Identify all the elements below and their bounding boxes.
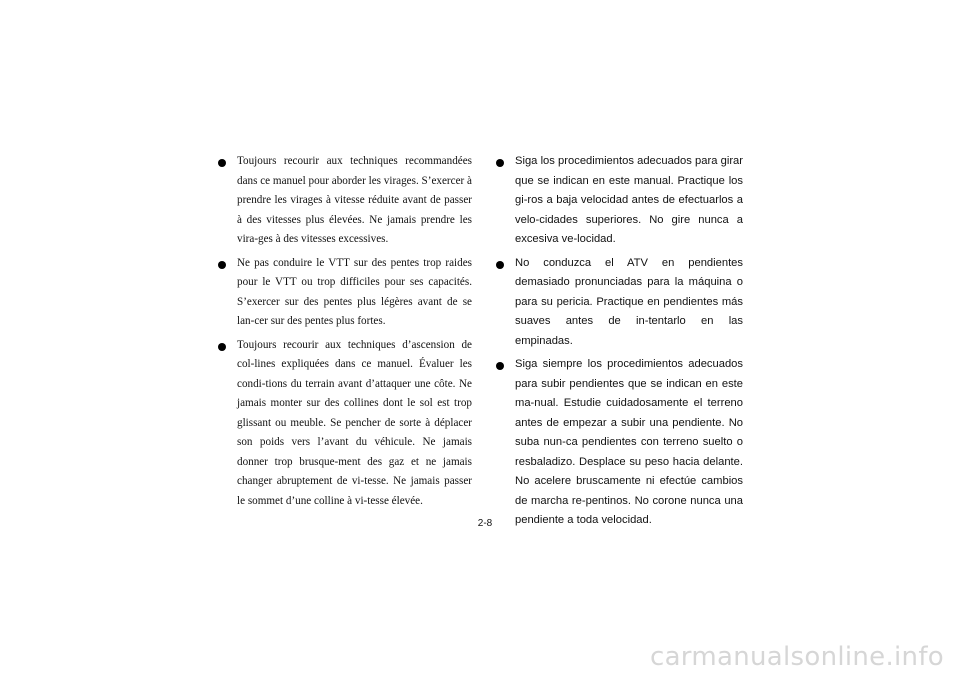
list-item-text: No conduzca el ATV en pendientes demasiado pronunciadas para la máquina o para su pericia. Practique en pendientes más suaves antes de in-tentarlo en las empinadas. xyxy=(515,256,743,347)
list-item-text: Siga los procedimientos adecuados para girar que se indican en este manual. Practique los gi-ros a baja velocidad antes de efectuarlos a velo-cidades superiores. No gire nunca a excesiva ve-locidad. xyxy=(515,155,743,245)
list-item-text: Toujours recourir aux techniques recommandées dans ce manuel pour aborder les virages. S’exercer à prendre les virages à vitesse réduite avant de passer à des vitesses plus élevées. Ne jamais prendre les vira-ges à des vitesses excessives. xyxy=(237,155,472,245)
list-item-text: Ne pas conduire le VTT sur des pentes trop raides pour le VTT ou trop difficiles pour ses capacités. S’exercer sur des pentes plus légères avant de se lan-cer sur des pentes plus fortes. xyxy=(237,256,472,327)
bullet-icon xyxy=(496,159,504,167)
french-column xyxy=(218,152,472,515)
list-item xyxy=(218,336,472,512)
bullet-icon xyxy=(496,261,504,269)
bullet-icon xyxy=(218,159,226,167)
list-item xyxy=(496,355,743,531)
page-number: 2-8 xyxy=(477,518,493,529)
spanish-column xyxy=(496,152,743,535)
list-item-text: Siga siempre los procedimientos adecuados para subir pendientes que se indican en este ma-nual. Estudie cuidadosamente el terreno antes de empezar a subir una pendiente. No suba nun-ca pendientes con terreno suelto o resbaladizo. Desplace su peso hacia delante. No acelere bruscamente ni efectúe cambios de marcha re-pentinos. No corone nunca una pendiente a toda velocidad. xyxy=(515,358,743,526)
bullet-icon xyxy=(218,343,226,351)
list-item xyxy=(496,254,743,352)
list-item-text: Toujours recourir aux techniques d’ascension de col-lines expliquées dans ce manuel. Évaluer les condi-tions du terrain avant d’attaquer une côte. Ne jamais monter sur des collines dont le sol est trop glissant ou meuble. Se pencher de sorte à déplacer son poids vers l’avant du véhicule. Ne jamais donner trop brusque-ment des gaz et ne jamais changer abruptement de vi-tesse. Ne jamais passer le sommet d’une colline à vi-tesse élevée. xyxy=(237,338,472,507)
list-item xyxy=(218,152,472,250)
bullet-icon xyxy=(496,362,504,370)
list-item xyxy=(496,152,743,250)
bullet-icon xyxy=(218,261,226,269)
watermark: carmanualsonline.info xyxy=(649,642,944,672)
list-item xyxy=(218,254,472,332)
